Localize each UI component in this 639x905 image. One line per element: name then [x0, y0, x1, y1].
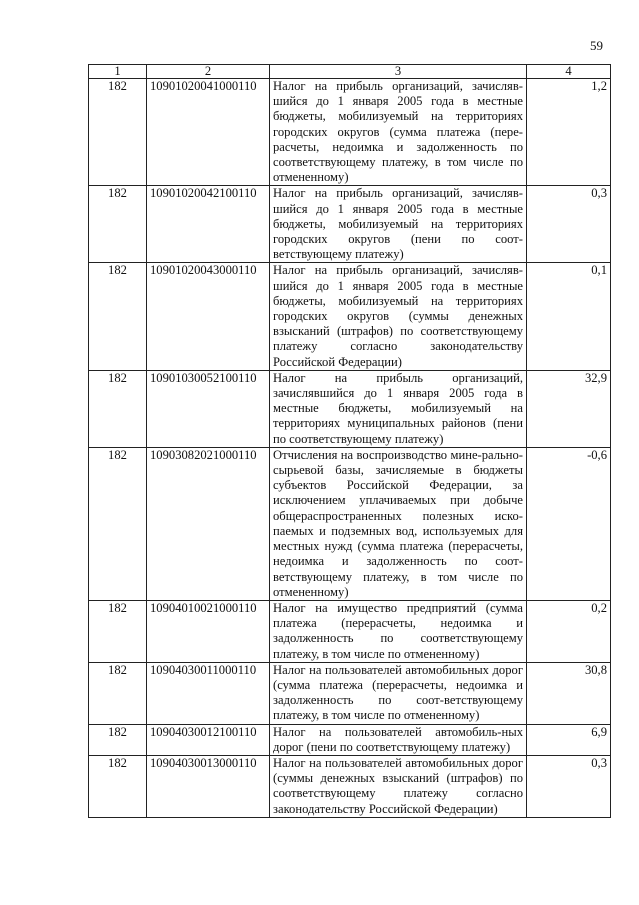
- revenue-name-cell: Налог на пользователей автомобильных дорог (сумма платежа (перерасчеты, недоимка и задолженность по соот-ветствующему платежу, в том числе по отмененному): [270, 662, 527, 724]
- page-number: 59: [590, 38, 603, 53]
- admin-code-cell: 182: [89, 447, 147, 600]
- amount-cell: 0,2: [527, 600, 611, 662]
- table-row: [89, 600, 611, 662]
- kbk-code-cell: 10901020043000110: [147, 263, 270, 370]
- admin-code-cell: 182: [89, 370, 147, 447]
- admin-code-cell: 182: [89, 186, 147, 263]
- amount-cell: -0,6: [527, 447, 611, 600]
- budget-revenue-table: [88, 64, 611, 818]
- admin-code-cell: 182: [89, 600, 147, 662]
- revenue-name-cell: Налог на имущество предприятий (сумма платежа (перерасчеты, недоимка и задолженность по соответствующему платежу, в том числе по отмененному): [270, 600, 527, 662]
- kbk-code-cell: 10904030011000110: [147, 662, 270, 724]
- amount-cell: 6,9: [527, 724, 611, 755]
- table-row: [89, 263, 611, 370]
- revenue-name-cell: Налог на прибыль организаций, зачисляв-шийся до 1 января 2005 года в местные бюджеты, мобилизуемый на территориях городских округов (сумма платежа (пере-расчеты, недоимка и задолженность по соответствующему платежу, в том числе по отмененному): [270, 79, 527, 186]
- column-header-1: 1: [89, 65, 147, 79]
- table-row: [89, 79, 611, 186]
- admin-code-cell: 182: [89, 79, 147, 186]
- revenue-name-cell: Налог на прибыль организаций, зачисляв-шийся до 1 января 2005 года в местные бюджеты, мобилизуемый на территориях городских округов (пени по соот-ветствующему платежу): [270, 186, 527, 263]
- revenue-name-cell: Налог на прибыль организаций, зачисляв-шийся до 1 января 2005 года в местные бюджеты, мобилизуемый на территориях городских округов (суммы денежных взысканий (штрафов) по соответствующему платежу согласно законодательству Российской Федерации): [270, 263, 527, 370]
- kbk-code-cell: 10901020042100110: [147, 186, 270, 263]
- column-header-3: 3: [270, 65, 527, 79]
- table-row: [89, 724, 611, 755]
- admin-code-cell: 182: [89, 755, 147, 817]
- column-header-4: 4: [527, 65, 611, 79]
- table-header-row: [89, 65, 611, 79]
- kbk-code-cell: 10904010021000110: [147, 600, 270, 662]
- revenue-name-cell: Налог на пользователей автомобильных дорог (суммы денежных взысканий (штрафов) по соответствующему платежу согласно законодательству Российской Федерации): [270, 755, 527, 817]
- kbk-code-cell: 10904030012100110: [147, 724, 270, 755]
- amount-cell: 0,3: [527, 186, 611, 263]
- amount-cell: 30,8: [527, 662, 611, 724]
- amount-cell: 0,1: [527, 263, 611, 370]
- admin-code-cell: 182: [89, 662, 147, 724]
- admin-code-cell: 182: [89, 724, 147, 755]
- kbk-code-cell: 10901030052100110: [147, 370, 270, 447]
- amount-cell: 0,3: [527, 755, 611, 817]
- table-row: [89, 755, 611, 817]
- revenue-name-cell: Налог на прибыль организаций, зачислявшийся до 1 января 2005 года в местные бюджеты, мобилизуемый на территориях муниципальных районов (пени по соответствующему платежу): [270, 370, 527, 447]
- table-row: [89, 662, 611, 724]
- table-row: [89, 370, 611, 447]
- revenue-name-cell: Налог на пользователей автомобиль-ных дорог (пени по соответствующему платежу): [270, 724, 527, 755]
- column-header-2: 2: [147, 65, 270, 79]
- kbk-code-cell: 10904030013000110: [147, 755, 270, 817]
- table-row: [89, 447, 611, 600]
- revenue-name-cell: Отчисления на воспроизводство мине-рально-сырьевой базы, зачисляемые в бюджеты субъектов Российской Федерации, за исключением уплачиваемых при добыче общераспространенных полезных иско-паемых и подземных вод, используемых для местных нужд (сумма платежа (перерасчеты, недоимка и задолженность по соот-ветствующему платежу, в том числе по отмененному): [270, 447, 527, 600]
- kbk-code-cell: 10903082021000110: [147, 447, 270, 600]
- admin-code-cell: 182: [89, 263, 147, 370]
- amount-cell: 32,9: [527, 370, 611, 447]
- kbk-code-cell: 10901020041000110: [147, 79, 270, 186]
- table-row: [89, 186, 611, 263]
- amount-cell: 1,2: [527, 79, 611, 186]
